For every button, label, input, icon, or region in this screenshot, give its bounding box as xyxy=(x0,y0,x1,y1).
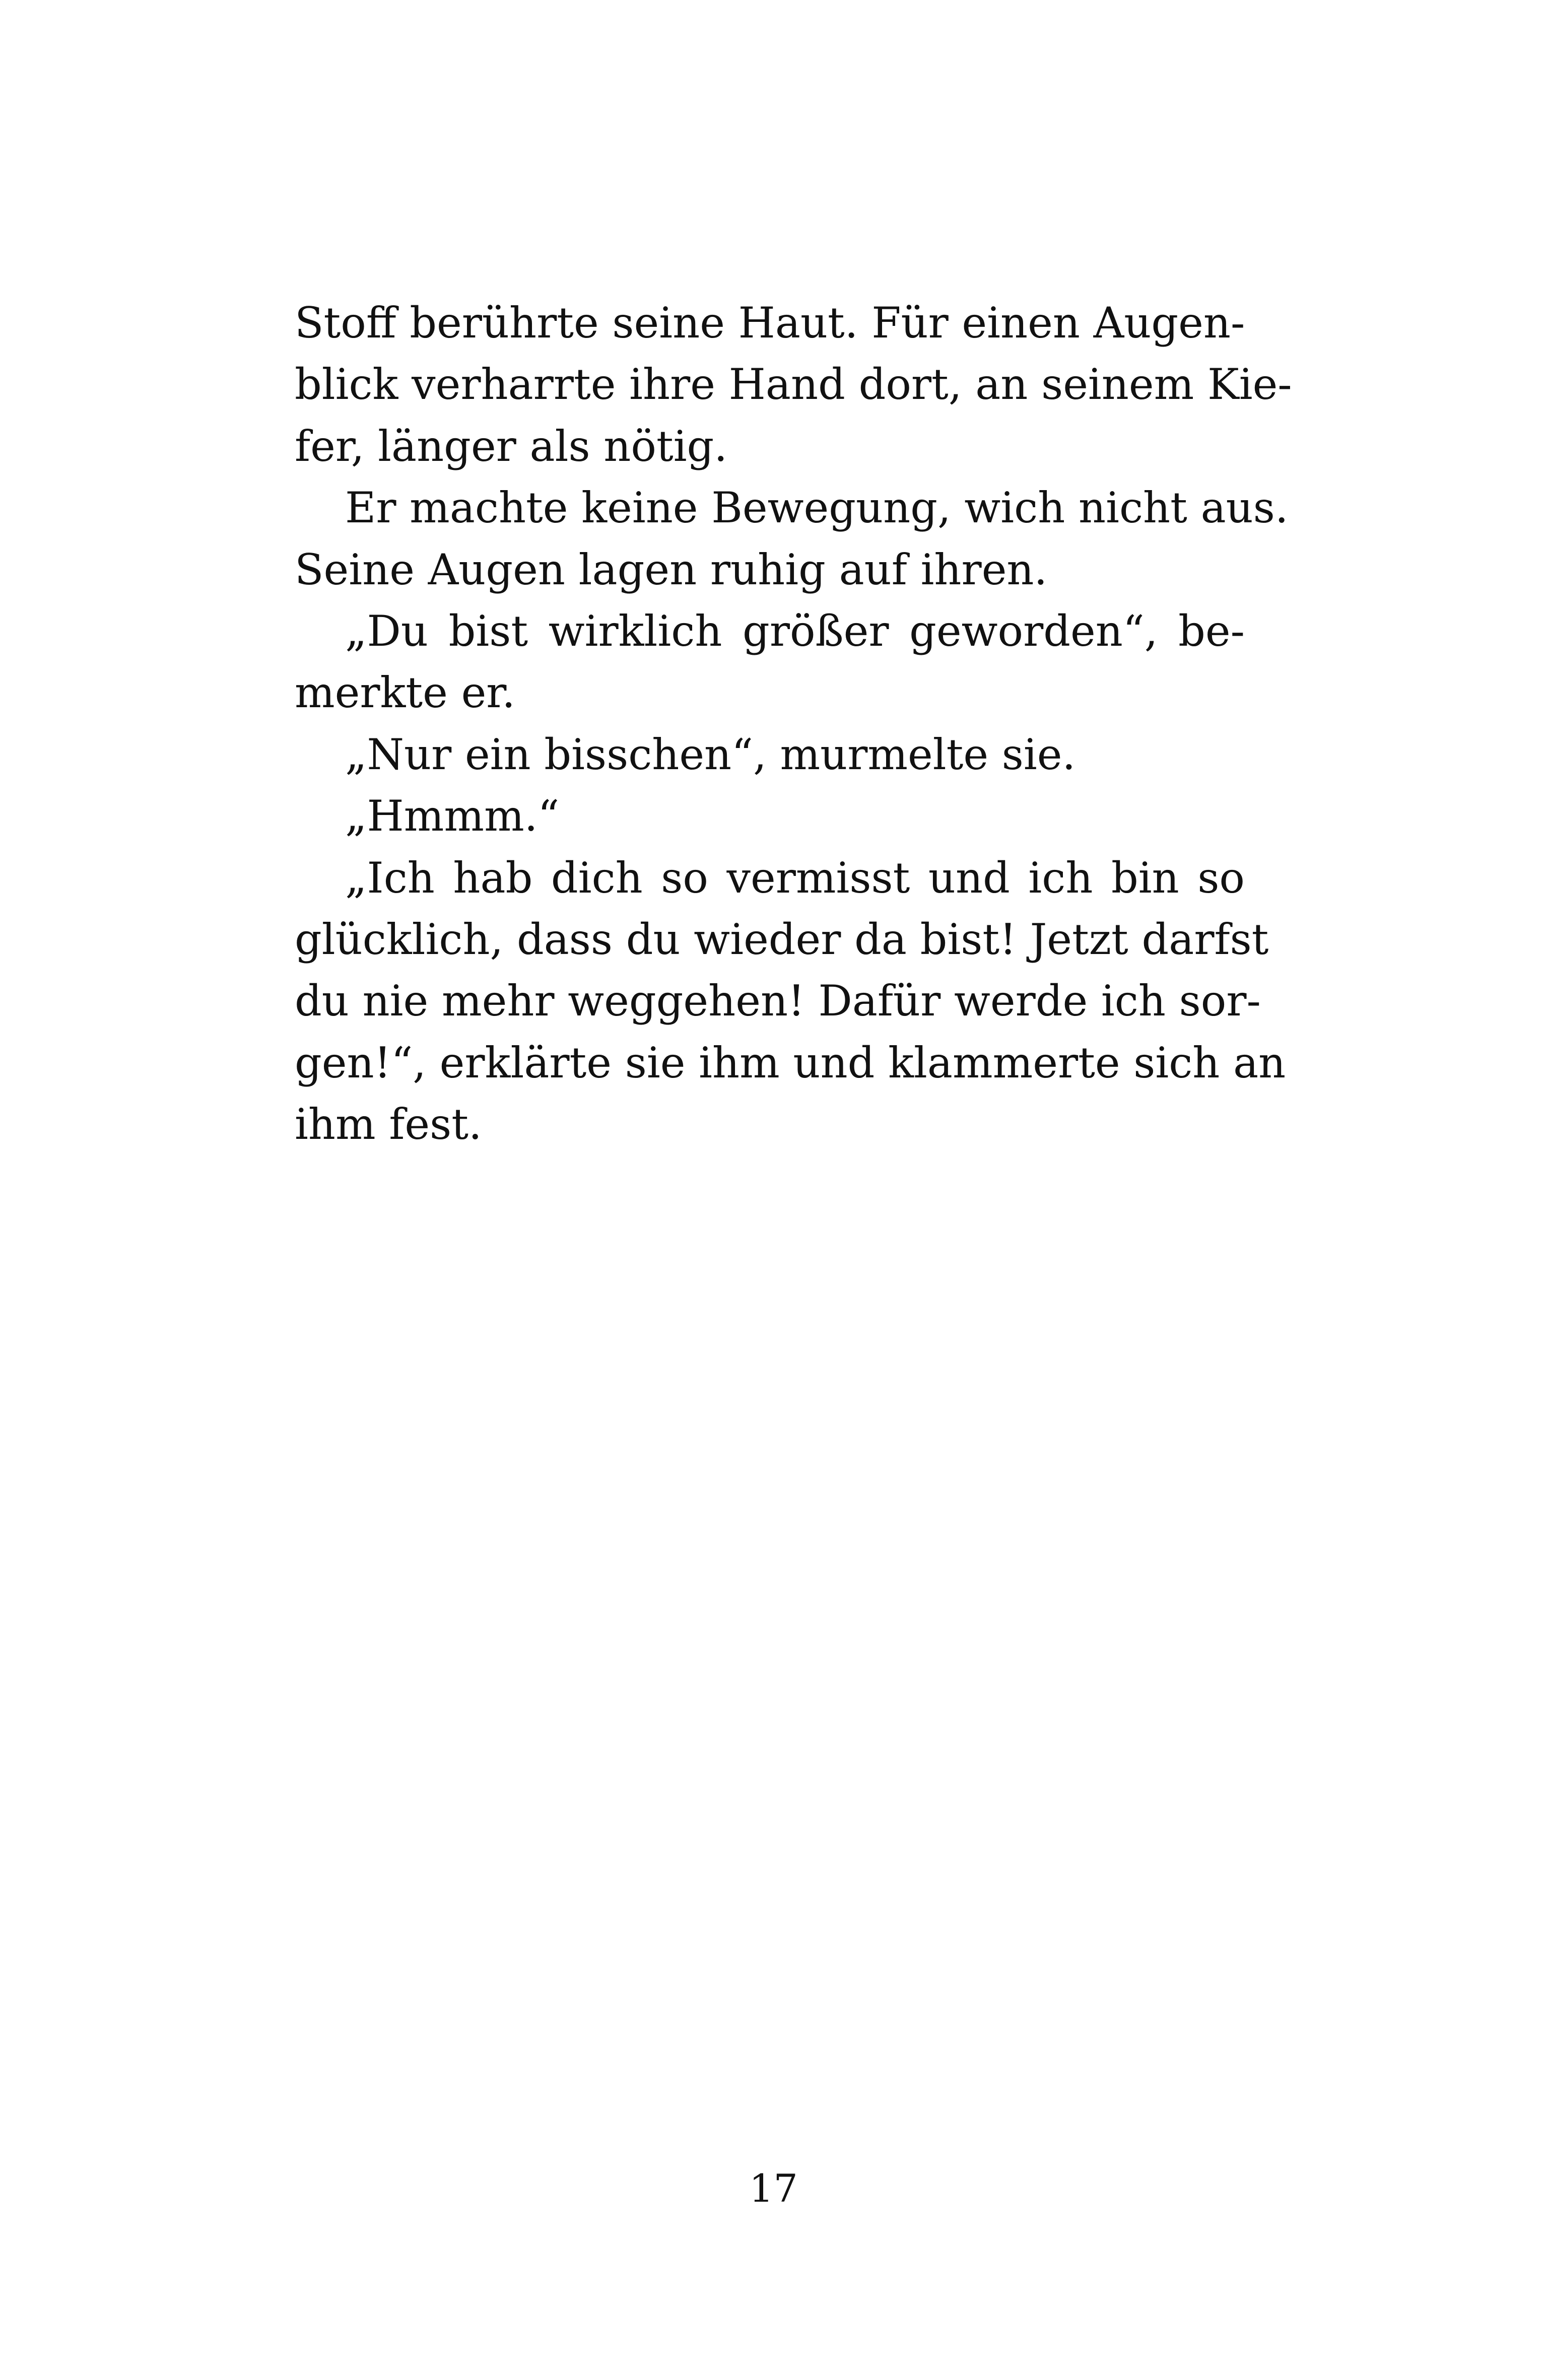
text-line: „Hmmm.“ xyxy=(345,791,560,841)
text-line: blick verharrte ihre Hand dort, an seinem Kie- xyxy=(295,360,1292,410)
text-line: „Du bist wirklich größer geworden“, be- xyxy=(345,606,1245,656)
text-line: „Ich hab dich so vermisst und ich bin so xyxy=(345,853,1245,903)
page-number: 17 xyxy=(749,2166,798,2211)
text-line: gen!“, erklärte sie ihm und klammerte sich an xyxy=(295,1038,1286,1087)
text-line: glücklich, dass du wieder da bist! Jetzt darfst xyxy=(295,914,1269,964)
body-text xyxy=(295,292,1292,1155)
text-line: du nie mehr weggehen! Dafür werde ich sor- xyxy=(295,976,1261,1026)
text-line: Stoff berührte seine Haut. Für einen Augen- xyxy=(295,298,1245,348)
text-line: ihm fest. xyxy=(295,1100,482,1149)
text-line: fer, länger als nötig. xyxy=(295,421,728,471)
text-line: Seine Augen lagen ruhig auf ihren. xyxy=(295,545,1048,594)
text-line: Er machte keine Bewegung, wich nicht aus. xyxy=(345,483,1289,533)
text-line: „Nur ein bisschen“, murmelte sie. xyxy=(345,729,1076,779)
text-line: merkte er. xyxy=(295,668,515,718)
